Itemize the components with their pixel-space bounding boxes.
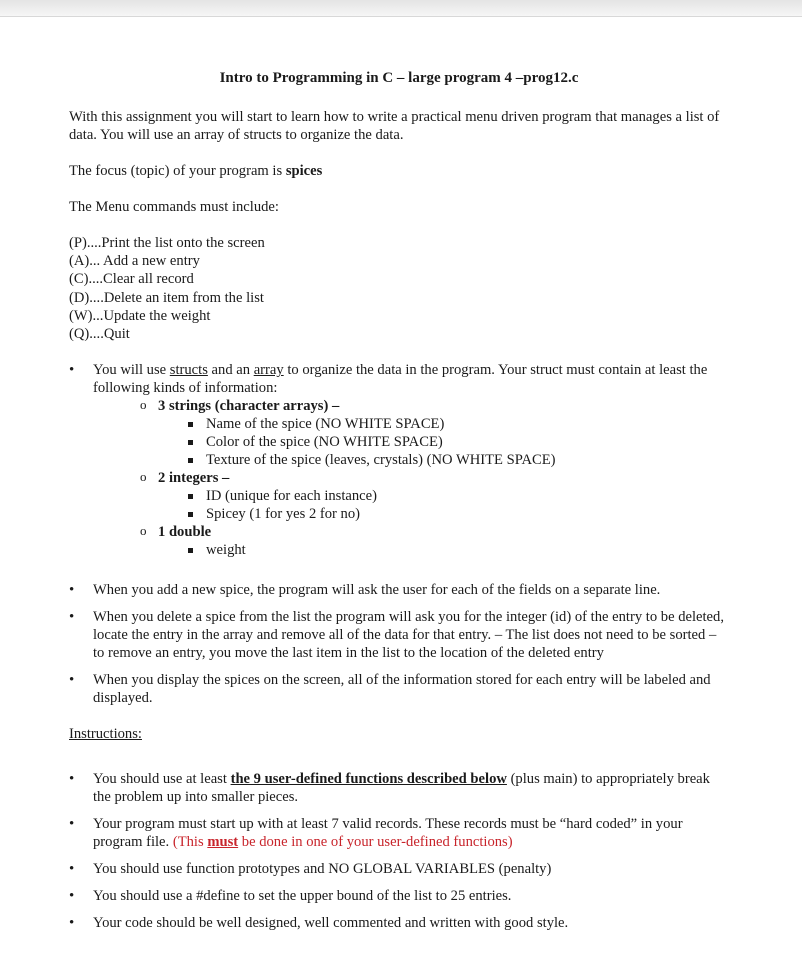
instruction-text: You should use at least [93, 771, 231, 788]
instructions-list [69, 770, 729, 932]
field-item: ID (unique for each instance) [186, 487, 729, 505]
focus-paragraph [69, 162, 729, 180]
viewer-top-bar [0, 0, 802, 17]
struct-bullet-list [69, 361, 729, 559]
menu-item-weight: (W)...Update the weight [69, 307, 211, 324]
group-heading: 1 double [158, 524, 212, 541]
instruction-define: • You should use a #define to set the upper bound of the list to 25 entries. [69, 887, 729, 905]
instruction-emphasis: the 9 user-defined functions described below [230, 771, 507, 788]
add-behaviour: • When you add a new spice, the program will ask the user for each of the fields on a separate line. [69, 581, 729, 599]
instruction-text: (plus main) to appropriately break the problem up into smaller pieces. [93, 771, 710, 806]
menu-item-add: (A)... Add a new entry [69, 253, 200, 270]
intro-paragraph: With this assignment you will start to learn how to write a practical menu driven program that manages a list of data. You will use an array of structs to organize the data. [69, 109, 720, 143]
struct-text-3: to organize the data in the program. Your struct must contain at least the following kinds of information: [93, 362, 708, 397]
instruction-style: • Your code should be well designed, well commented and written with good style. [69, 914, 729, 932]
menu-command-list [69, 234, 729, 343]
menu-item-print: (P)....Print the list onto the screen [69, 235, 265, 251]
delete-behaviour: • When you delete a spice from the list the program will ask you for the integer (id) of the entry to be deleted, locate the entry in the array and remove all of the data for that entry. – The list does not need to be sorted – to remove an entry, you move the last item in the list to the location of the deleted entry [69, 608, 729, 662]
menu-heading: The Menu commands must include: [69, 199, 279, 215]
array-term: array [253, 362, 284, 379]
field-item: weight [186, 541, 729, 559]
group-heading: 2 integers – [158, 470, 230, 487]
structs-term: structs [169, 362, 208, 379]
field-item: Color of the spice (NO WHITE SPACE) [186, 433, 729, 451]
group-items [158, 415, 729, 469]
menu-item-quit: (Q)....Quit [69, 326, 130, 343]
behaviour-bullet-list [69, 581, 729, 707]
group-items [158, 487, 729, 523]
struct-text-1: You will use [93, 362, 170, 379]
instruction-red-emphasis: must [207, 834, 239, 851]
display-behaviour: • When you display the spices on the screen, all of the information stored for each entry will be labeled and displayed. [69, 671, 729, 707]
group-strings [140, 397, 729, 469]
document-page [69, 69, 729, 932]
instructions-heading: Instructions: [69, 726, 142, 743]
group-double [140, 523, 729, 559]
document-title: Intro to Programming in C – large program 4 –prog12.c [219, 70, 579, 86]
field-item: Texture of the spice (leaves, crystals) (NO WHITE SPACE) [186, 451, 729, 469]
struct-bullet [69, 361, 729, 559]
instruction-records [69, 815, 729, 851]
group-heading: 3 strings (character arrays) – [158, 398, 340, 415]
focus-prefix: The focus (topic) of your program is [69, 163, 286, 179]
field-item: Spicey (1 for yes 2 for no) [186, 505, 729, 523]
group-items [158, 541, 729, 559]
instruction-red-text: (This [172, 834, 208, 851]
menu-item-delete: (D)....Delete an item from the list [69, 289, 264, 306]
group-integers [140, 469, 729, 523]
struct-text-2: and an [207, 362, 254, 379]
focus-topic: spices [285, 163, 323, 179]
field-item: Name of the spice (NO WHITE SPACE) [186, 415, 729, 433]
instruction-prototypes: • You should use function prototypes and NO GLOBAL VARIABLES (penalty) [69, 860, 729, 878]
menu-item-clear: (C)....Clear all record [69, 271, 194, 288]
instruction-red-text: be done in one of your user-defined functions) [238, 834, 513, 851]
instruction-functions [69, 770, 729, 806]
instruction-text: Your program must start up with at least 7 valid records. These records must be “hard coded” in your program file. [93, 816, 683, 851]
struct-field-groups [93, 397, 729, 559]
